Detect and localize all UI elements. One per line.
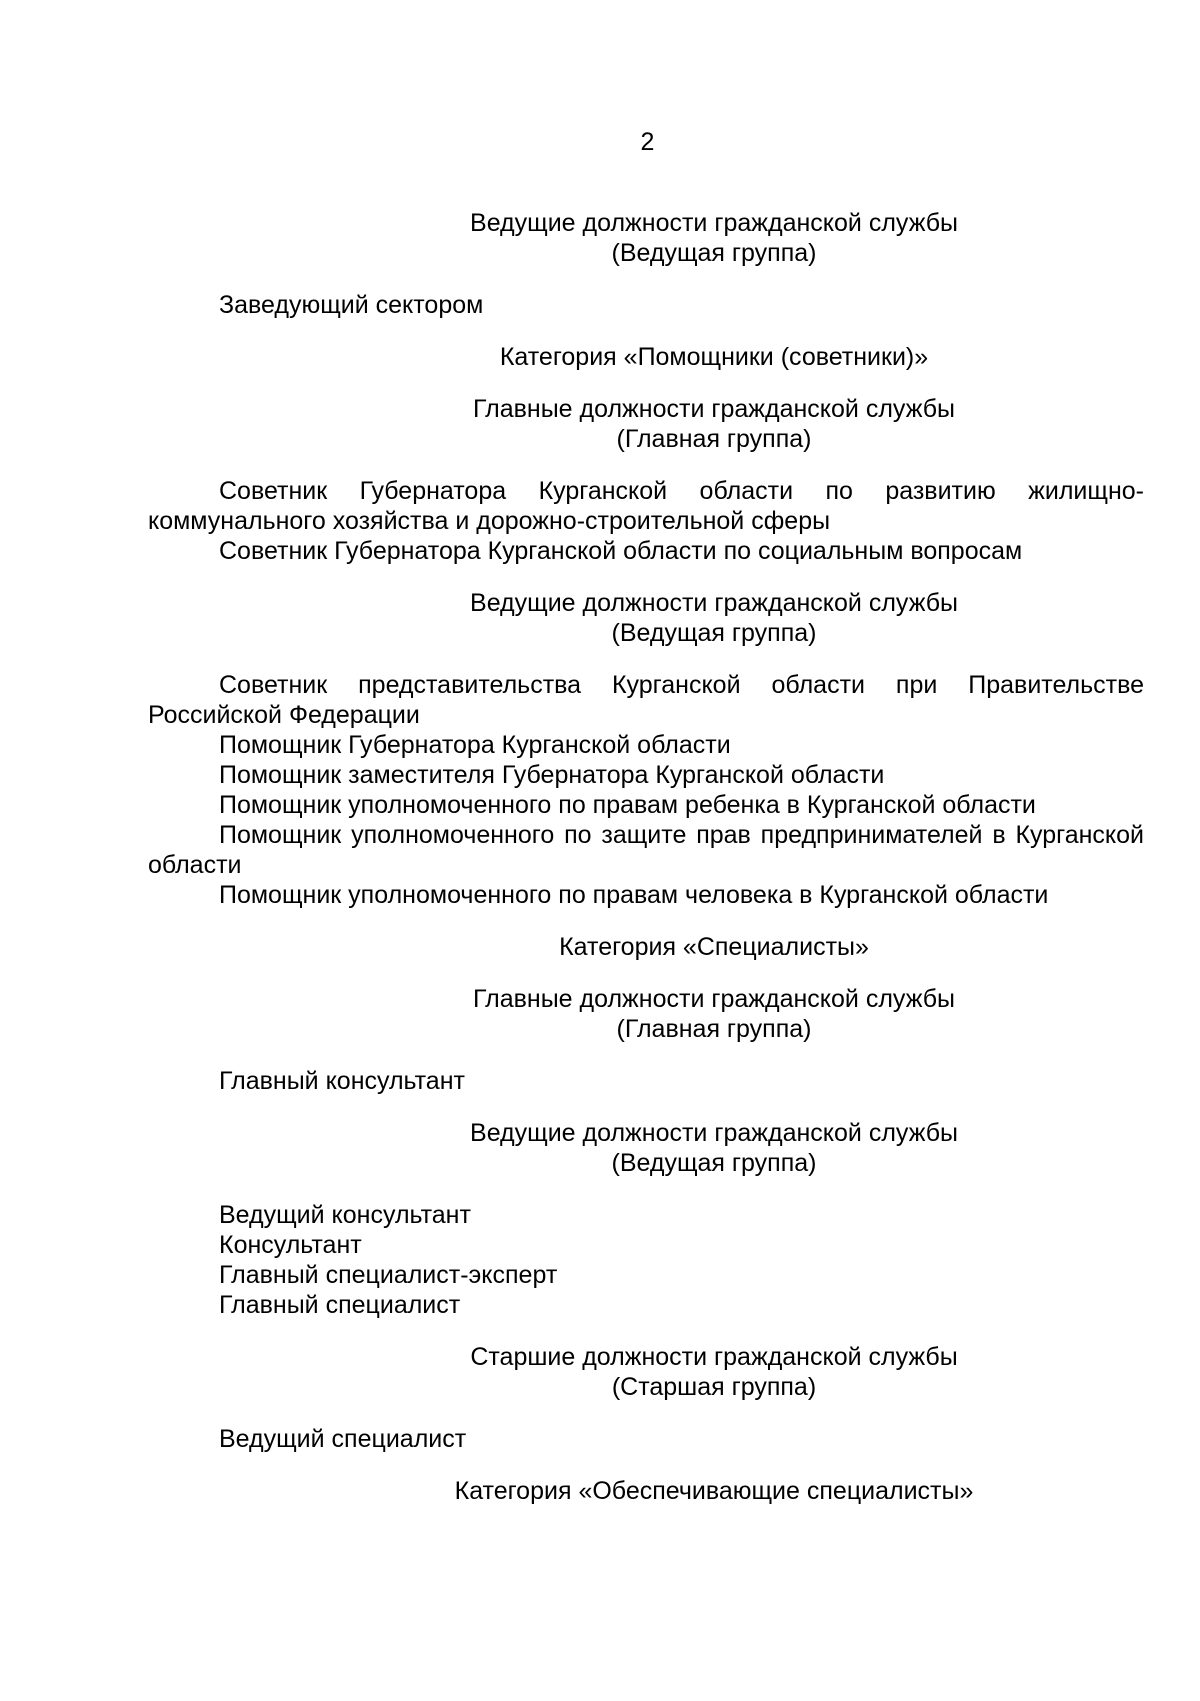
heading-line: Ведущие должности гражданской службы: [470, 209, 958, 237]
position-item: Помощник уполномоченного по правам человека в Курганской области: [219, 881, 1049, 909]
position-item: Ведущий консультант: [219, 1201, 471, 1229]
position-item: Главный консультант: [219, 1067, 465, 1095]
position-item: Советник Губернатора Курганской области по социальным вопросам: [219, 537, 1023, 565]
document-body: [148, 208, 1144, 1506]
heading-subline: (Старшая группа): [611, 1373, 817, 1401]
position-item: Помощник уполномоченного по защите прав предпринимателей в Курганской области: [148, 821, 1144, 879]
heading-line: Главные должности гражданской службы: [473, 985, 955, 1013]
heading-subline: (Ведущая группа): [611, 239, 817, 267]
position-list: [148, 476, 1144, 566]
position-list: [148, 1200, 1144, 1320]
heading-subline: (Главная группа): [616, 425, 812, 453]
position-item: Главный специалист: [219, 1291, 461, 1319]
position-item: Помощник заместителя Губернатора Курганской области: [219, 761, 885, 789]
group-heading: [148, 1342, 1144, 1402]
position-item: Главный специалист-эксперт: [219, 1261, 558, 1289]
position-item: Консультант: [219, 1231, 362, 1259]
position-list: [148, 1066, 1144, 1096]
heading-line: Главные должности гражданской службы: [473, 395, 955, 423]
category-title: Категория «Помощники (советники)»: [499, 343, 929, 371]
category-title: Категория «Обеспечивающие специалисты»: [454, 1477, 974, 1505]
position-list: [148, 670, 1144, 910]
category-title: Категория «Специалисты»: [559, 933, 869, 961]
heading-subline: (Ведущая группа): [611, 1149, 817, 1177]
position-item: Советник представительства Курганской области при Правительстве Российской Федерации: [148, 671, 1144, 729]
position-item: Ведущий специалист: [219, 1425, 467, 1453]
position-item: Помощник уполномоченного по правам ребенка в Курганской области: [219, 791, 1036, 819]
position-item: Помощник Губернатора Курганской области: [219, 731, 731, 759]
heading-line: Ведущие должности гражданской службы: [470, 1119, 958, 1147]
position-item: Заведующий сектором: [219, 291, 484, 319]
page-number: 2: [640, 128, 655, 156]
heading-subline: (Ведущая группа): [611, 619, 817, 647]
position-item: Советник Губернатора Курганской области по развитию жилищно-коммунального хозяйства и дорожно-строительной сферы: [148, 477, 1144, 535]
group-heading: [148, 588, 1144, 648]
heading-line: Старшие должности гражданской службы: [470, 1343, 958, 1371]
position-list: [148, 290, 1144, 320]
position-list: [148, 1424, 1144, 1454]
group-heading: [148, 984, 1144, 1044]
group-heading: [148, 394, 1144, 454]
group-heading: [148, 208, 1144, 268]
heading-line: Ведущие должности гражданской службы: [470, 589, 958, 617]
group-heading: [148, 1118, 1144, 1178]
heading-subline: (Главная группа): [616, 1015, 812, 1043]
